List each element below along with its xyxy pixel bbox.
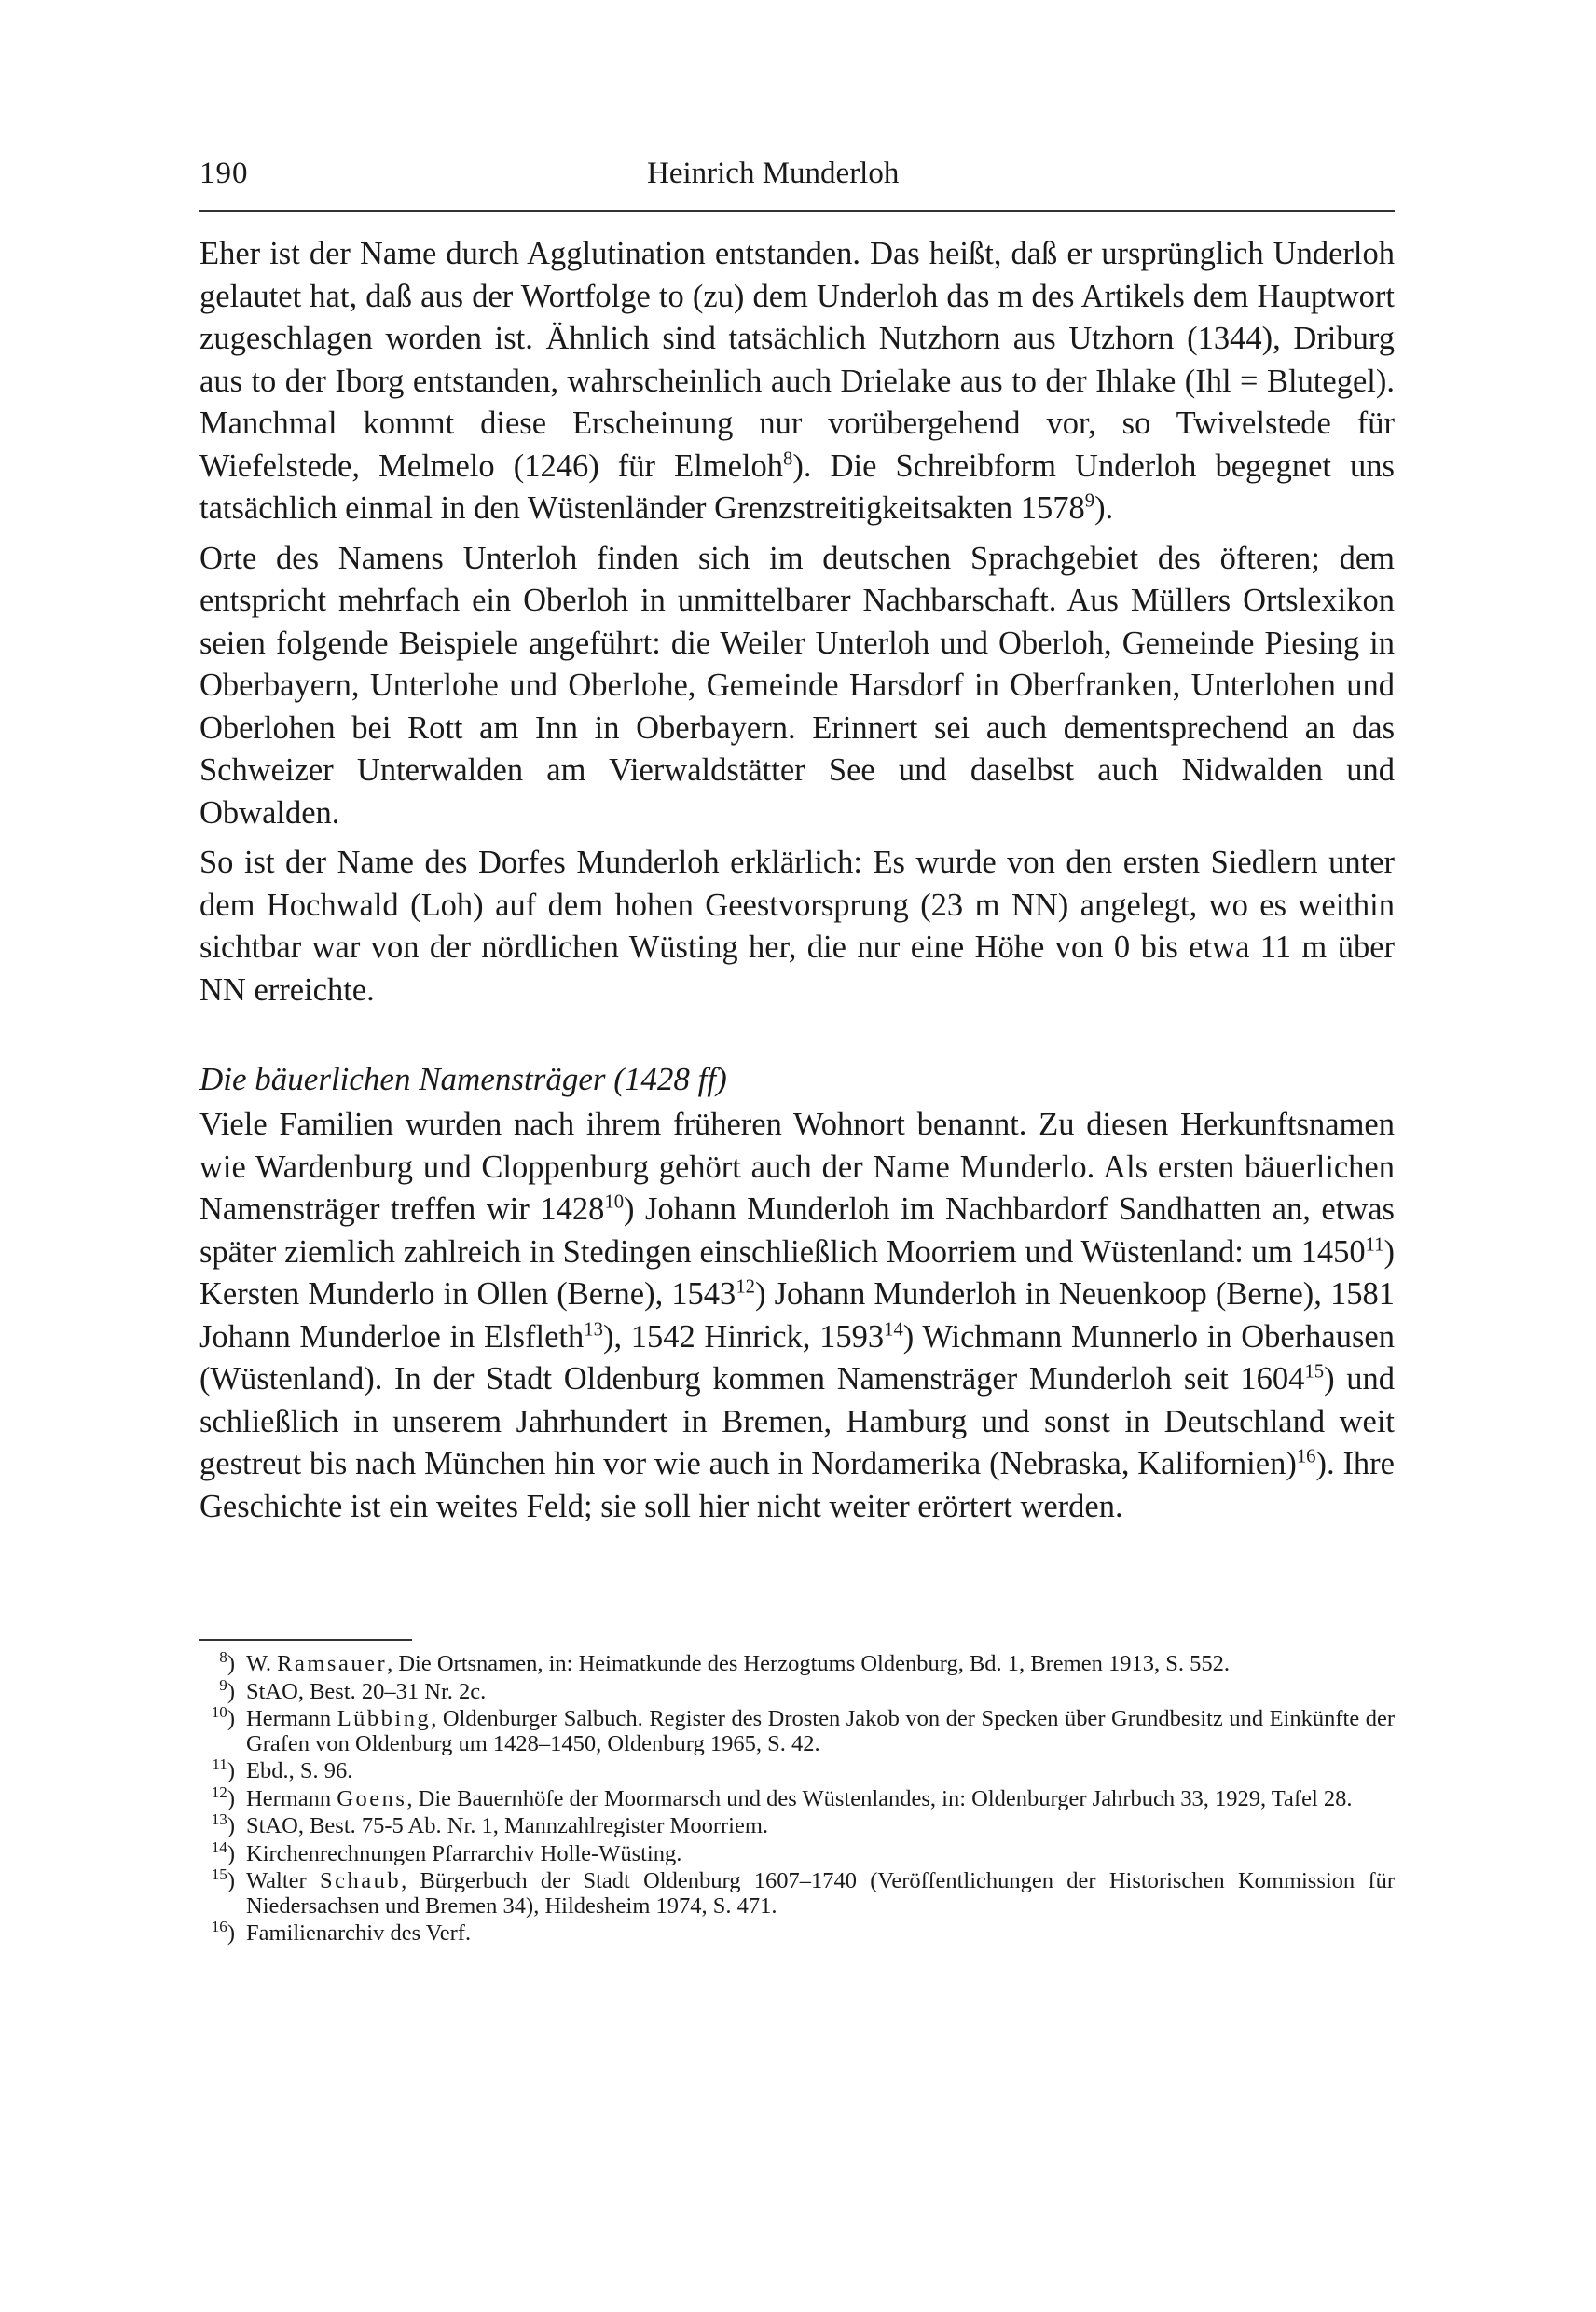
footnote-reference: 8 <box>783 448 793 469</box>
text-run: , Die Ortsnamen, in: Heimatkunde des Herzogtums Oldenburg, Bd. 1, Bremen 1913, S. 552. <box>387 1651 1230 1676</box>
text-run: StAO, Best. 20–31 Nr. 2c. <box>246 1678 487 1704</box>
footnote-mark: $^{13}$) <box>211 1810 235 1838</box>
footnote-number: 8 <box>219 1647 227 1666</box>
footnote-number: 9 <box>219 1675 227 1694</box>
footnote-number: 15 <box>211 1865 227 1883</box>
author-name: Schaub <box>319 1868 402 1893</box>
footnote-reference: 14 <box>884 1319 903 1340</box>
footnote-mark: $^{10}$) <box>211 1702 235 1731</box>
footnote-reference: 12 <box>736 1276 755 1298</box>
footnote-text <box>246 1787 1395 1812</box>
footnote-mark: $^{12}$) <box>211 1782 235 1811</box>
footnote-mark: $^{16}$) <box>211 1917 235 1946</box>
footnote-number: 14 <box>211 1837 227 1856</box>
footnote <box>200 1675 1395 1705</box>
footnote-text <box>246 1814 1395 1839</box>
text-run: , Bürgerbuch der Stadt Oldenburg 1607–1740 (Veröffentlichungen der Historischen Kommission für Niedersachsen und Bremen 34), Hildesheim 1974, S. 471. <box>246 1868 1396 1919</box>
text-run: Eher ist der Name durch Agglutination entstanden. Das heißt, daß er ursprünglich Underloh gelautet hat, daß aus der Wortfolge to (zu) dem Underloh das m des Artikels dem Hauptwort zugeschlagen worden ist. Ähnlich sind tatsächlich Nutzhorn aus Utzhorn (1344), Driburg aus to der Iborg entstanden, wahrscheinlich auch Drielake aus to der Ihlake (Ihl = Blutegel). Manchmal kommt diese Erscheinung nur vorübergehend vor, so Twivelstede für Wiefelstede, Melmelo (1246) für Elmeloh <box>200 236 1395 484</box>
text-run: Ebd., S. 96. <box>246 1758 353 1783</box>
text-run: ) Johann Munderloh im Nachbardorf Sandhatten an, etwas später ziemlich zahlreich in Stedingen einschließlich Moorriem und Wüstenland: um 1450 <box>200 1191 1395 1270</box>
footnote-mark: $^9$) <box>219 1675 235 1704</box>
footnote-reference: 13 <box>584 1319 603 1340</box>
text-run: Familienarchiv des Verf. <box>246 1920 472 1946</box>
text-run: ). Die Schreibform Underloh begegnet uns tatsächlich einmal in den Wüstenländer Grenzstreitigkeitsakten 1578 <box>200 447 1395 526</box>
author-name: Ramsauer <box>277 1651 388 1676</box>
section-heading: Die bäuerlichen Namensträger (1428 ff) <box>200 1061 727 1097</box>
footnote-text <box>246 1759 1395 1784</box>
text-run: ) Wichmann Munnerlo in Oberhausen (Wüstenland). In der Stadt Oldenburg kommen Namensträger Munderloh seit 1604 <box>200 1318 1395 1397</box>
footnote <box>200 1837 1395 1867</box>
text-run: ) und schließlich in unserem Jahrhundert in Bremen, Hamburg und sonst in Deutschland weit gestreut bis nach München hin vor wie auch in Nordamerika (Nebraska, Kalifornien) <box>200 1361 1395 1481</box>
footnote-text <box>246 1680 1395 1705</box>
footnote <box>200 1917 1395 1947</box>
text-run: ). Ihre Geschichte ist ein weites Feld; sie soll hier nicht weiter erörtert werden. <box>200 1446 1395 1524</box>
author-name: Goens <box>337 1785 407 1811</box>
page-number: 190 <box>200 157 249 190</box>
footnote <box>200 1755 1395 1784</box>
text-run: Hermann <box>246 1706 337 1731</box>
footnote-number: 16 <box>211 1917 227 1935</box>
paragraph <box>200 233 1395 530</box>
text-run: W. <box>246 1651 278 1676</box>
body-paragraphs <box>200 233 1395 1012</box>
text-run: ). <box>1094 490 1114 526</box>
text-run: , Oldenburger Salbuch. Register des Drosten Jakob von der Specken über Grundbesitz und Einkünfte der Grafen von Oldenburg um 1428–1450, Oldenburg 1965, S. 42. <box>246 1706 1395 1756</box>
footnote <box>200 1865 1396 1919</box>
paragraph <box>200 842 1395 1012</box>
footnote-reference: 16 <box>1296 1446 1316 1467</box>
running-head: Heinrich Munderloh <box>647 157 900 190</box>
section-paragraph <box>200 1104 1395 1528</box>
text-run: Kirchenrechnungen Pfarrarchiv Holle-Wüsting. <box>246 1840 682 1866</box>
text-run: StAO, Best. 75-5 Ab. Nr. 1, Mannzahlregister Moorriem. <box>246 1813 769 1838</box>
footnote-text <box>246 1869 1395 1919</box>
text-run: Orte des Namens Unterloh finden sich im deutschen Sprachgebiet des öfteren; dem entspricht mehrfach ein Oberloh in unmittelbarer Nachbarschaft. Aus Müllers Ortslexikon seien folgende Beispiele angeführt: die Weiler Unterloh und Oberloh, Gemeinde Piesing in Oberbayern, Unterlohe und Oberlohe, Gemeinde Harsdorf in Oberfranken, Unterlohen und Oberlohen bei Rott am Inn in Oberbayern. Erinnert sei auch dementsprechend an das Schweizer Unterwalden am Vierwaldstätter See und daselbst auch Nidwalden und Obwalden. <box>200 540 1395 831</box>
footnote-text <box>246 1707 1395 1756</box>
footnote-number: 13 <box>211 1810 227 1828</box>
text-run: Hermann <box>246 1785 337 1811</box>
page-header <box>200 157 1395 198</box>
footnote-text <box>246 1842 1395 1867</box>
text-run: , Die Bauernhöfe der Moormarsch und des Wüstenlandes, in: Oldenburger Jahrbuch 33, 1929, Tafel 28. <box>406 1785 1353 1811</box>
footnote-reference: 10 <box>604 1191 625 1213</box>
text-run: ) Johann Munderloh in Neuenkoop (Berne), 1581 Johann Munderloe in Elsfleth <box>200 1276 1395 1355</box>
footnote-mark: $^8$) <box>219 1647 235 1676</box>
body-text <box>200 233 1395 1535</box>
footnote <box>200 1782 1395 1812</box>
footnote-mark: $^{11}$) <box>212 1755 235 1783</box>
header-rule <box>200 210 1395 212</box>
footnote-number: 12 <box>211 1782 227 1801</box>
footnote-rule <box>200 1639 412 1641</box>
footnote-mark: $^{14}$) <box>211 1837 235 1866</box>
footnote-text <box>246 1921 1395 1947</box>
footnote-reference: 11 <box>1365 1234 1384 1255</box>
footnote <box>200 1702 1395 1756</box>
footnote-reference: 15 <box>1304 1361 1325 1383</box>
text-run: ) Kersten Munderlo in Ollen (Berne), 1543 <box>200 1233 1395 1312</box>
footnote-number: 10 <box>211 1702 227 1721</box>
text-run: So ist der Name des Dorfes Munderloh erklärlich: Es wurde von den ersten Siedlern unter dem Hochwald (Loh) auf dem hohen Geestvorsprung (23 m NN) angelegt, wo es weithin sichtbar war von der nördlichen Wüsting her, die nur eine Höhe von 0 bis etwa 11 m über NN erreichte. <box>200 845 1395 1008</box>
text-run: ), 1542 Hinrick, 1593 <box>602 1318 885 1355</box>
footnote-mark: $^{15}$) <box>211 1865 235 1893</box>
footnote-reference: 9 <box>1084 490 1095 512</box>
paragraph <box>200 538 1395 835</box>
author-name: Lübbing <box>337 1706 432 1731</box>
footnote <box>200 1647 1395 1677</box>
text-run: Walter <box>246 1868 320 1893</box>
footnote <box>200 1810 1395 1839</box>
footnote-number: 11 <box>212 1755 227 1773</box>
text-run: Viele Familien wurden nach ihrem früheren Wohnort benannt. Zu diesen Herkunftsnamen wie Wardenburg und Cloppenburg gehört auch der Name Munderlo. Als ersten bäuerlichen Namensträger treffen wir 1428 <box>200 1107 1395 1227</box>
footnotes <box>200 1647 1396 1949</box>
footnote-text <box>246 1652 1395 1677</box>
